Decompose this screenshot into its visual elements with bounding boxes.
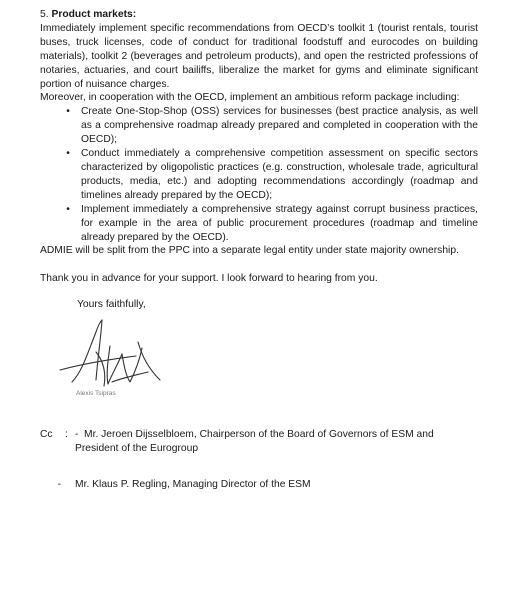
cc-row [40,478,478,492]
list-item-text: Implement immediately a comprehensive strategy against corrupt business practices, for example in the area of public procurement procedures (roadmap and timeline already prepared by the OECD). [81,203,478,243]
admie-paragraph: ADMIE will be split from the PPC into a separate legal entity under state majority ownership. [40,245,459,257]
signature-name: Alexis Tsipras [76,390,116,398]
cc-block [40,428,478,492]
list-item [40,147,478,203]
section-heading [40,8,478,22]
cc-label: Cc [40,429,53,441]
letter-page [40,8,478,492]
section-paragraph-1: Immediately implement specific recommendations from OECD’s toolkit 1 (tourist rentals, tourist buses, truck licenses, code of conduct for traditional foodstuff and eurocodes on building materials), toolkit 2 (beverages and petroleum products), and open the restricted professions of notaries, actuaries, and court bailiffs, liberalize the market for gyms and eliminate significant portion of nuisance charges. [40,22,478,90]
cc-recipient-1-continued: President of the Eurogroup [75,443,199,455]
bullet-icon: • [66,106,70,118]
list-item [40,105,478,147]
cc-dash: - [57,478,61,490]
signature-image [52,312,172,394]
section-number: 5. [40,9,49,20]
cc-recipient-2: Mr. Klaus P. Regling, Managing Director of the ESM [75,478,311,490]
spacer [40,258,478,272]
list-item-text: Create One-Stop-Shop (OSS) services for businesses (best practice analysis, as well as a comprehensive roadmap already prepared and completed in cooperation with the OECD); [81,106,478,146]
section-title: Product markets: [51,9,137,20]
thanks-paragraph: Thank you in advance for your support. I look forward to hearing from you. [40,273,378,285]
section-paragraph-2: Moreover, in cooperation with the OECD, implement an ambitious reform package including: [40,92,460,104]
closing-salutation: Yours faithfully, [77,299,146,311]
reform-list [40,105,478,244]
cc-row [40,428,478,442]
list-item-text: Conduct immediately a comprehensive competition assessment on specific sectors characterized by oligopolistic practices (e.g. construction, wholesale trade, agricultural products, media, etc.) and adopting recommendations accordingly (roadmap and timelines already prepared by the OECD); [81,148,478,201]
bullet-icon: • [66,203,70,215]
signature-block [40,312,478,404]
cc-recipient-1: Mr. Jeroen Dijsselbloem, Chairperson of the Board of Governors of ESM and [84,429,434,441]
cc-colon: : [65,429,68,441]
list-item [40,203,478,245]
bullet-icon: • [66,148,70,160]
cc-dash: - [75,429,79,441]
